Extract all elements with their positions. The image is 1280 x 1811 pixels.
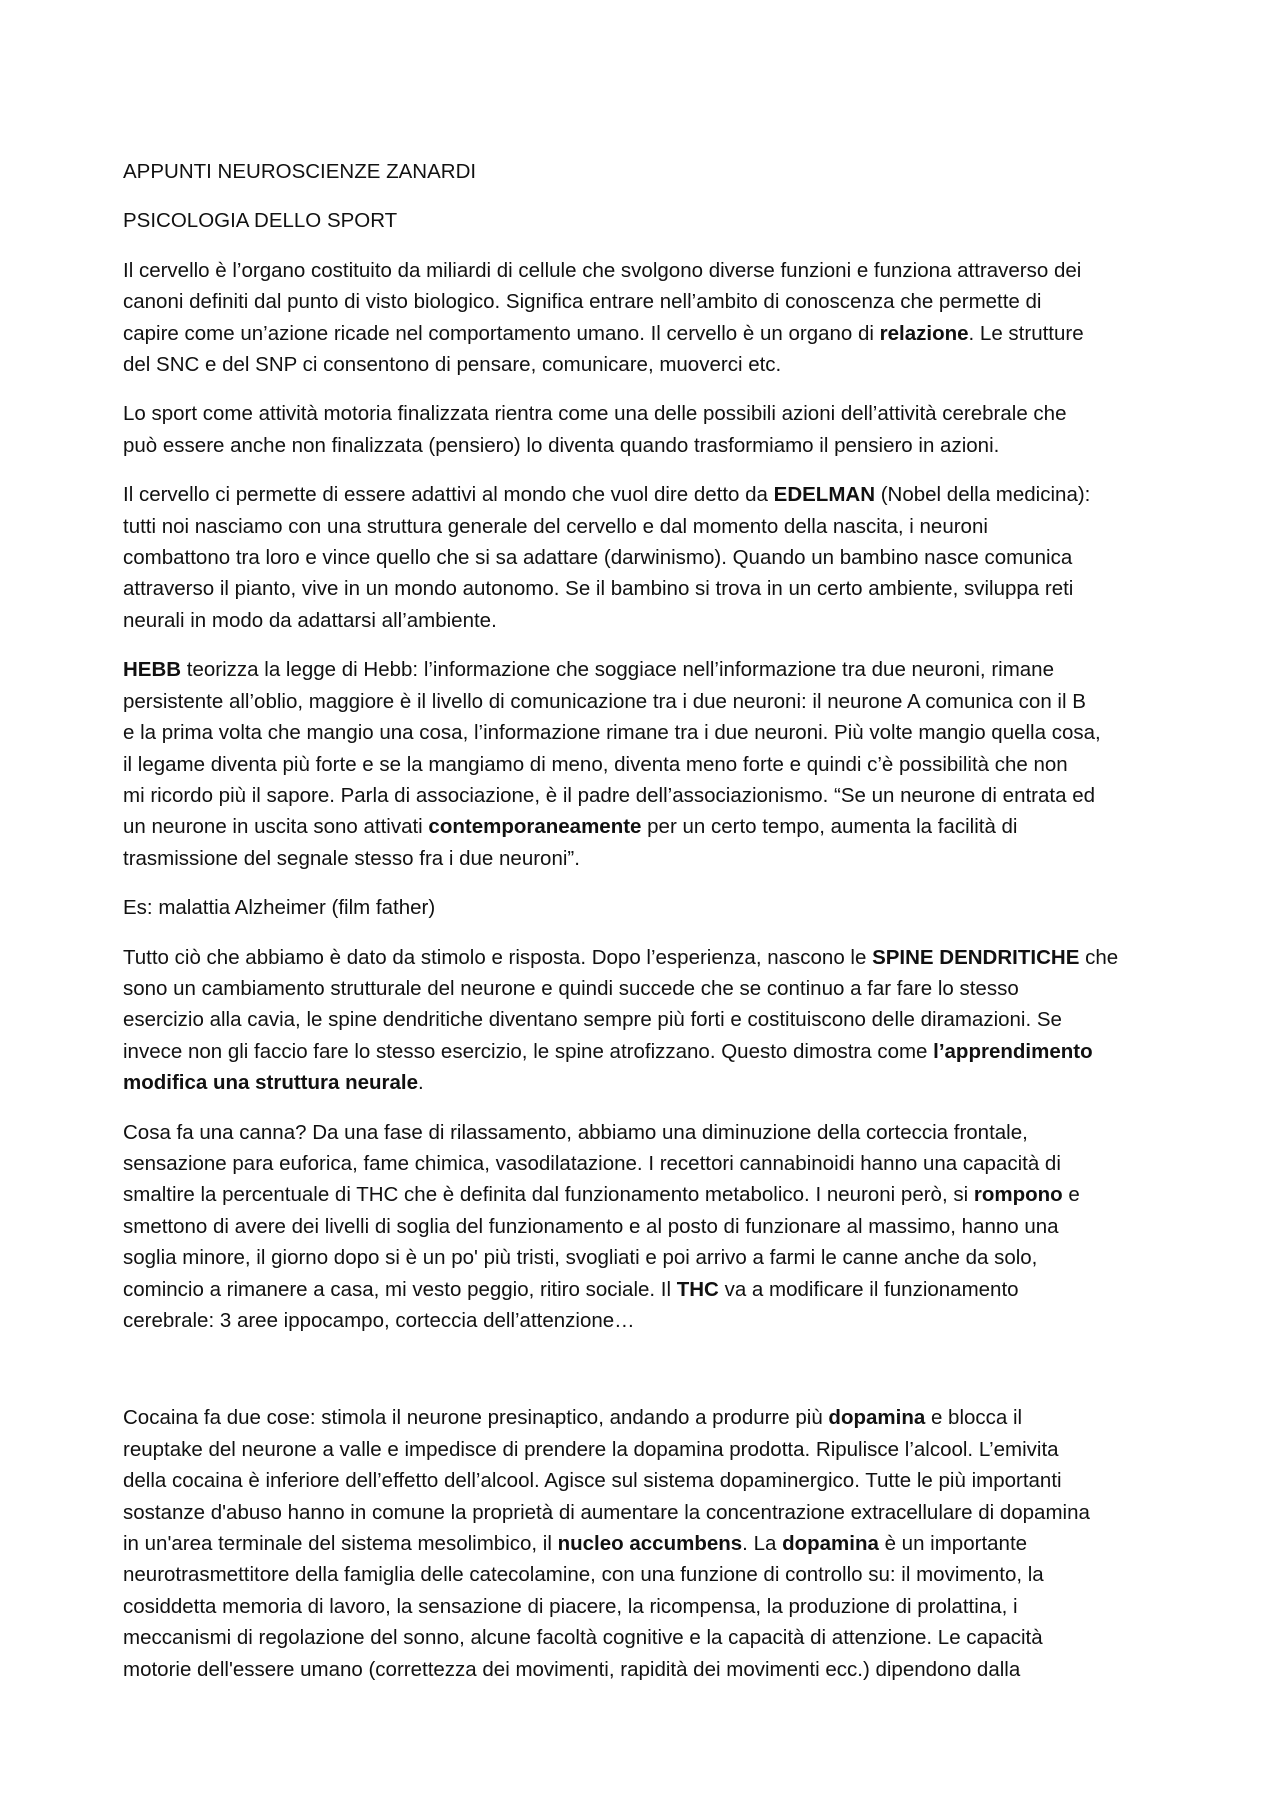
text-line [123, 1591, 1173, 1622]
text-line [123, 511, 1173, 542]
text-line [123, 1148, 1173, 1179]
text-segment: sostanze d'abuso hanno in comune la proprietà di aumentare la concentrazione extracellulare di dopamina [123, 1500, 1090, 1524]
text-line [123, 430, 1173, 461]
bold-text: THC [676, 1277, 719, 1301]
bold-text: HEBB [123, 658, 182, 682]
text-line [123, 542, 1173, 573]
text-segment: e blocca il [925, 1406, 1023, 1430]
text-segment: che [1079, 945, 1119, 969]
text-segment: Il cervello è l’organo costituito da miliardi di cellule che svolgono diverse funzioni e funziona attraverso dei [123, 258, 1082, 282]
text-line [123, 749, 1173, 780]
text-segment: (Nobel della medicina): [875, 483, 1091, 507]
text-line [123, 780, 1173, 811]
paragraph-p5 [123, 892, 1173, 923]
text-line [123, 1434, 1173, 1465]
text-line [123, 1242, 1173, 1273]
text-segment: teorizza la legge di Hebb: l’informazione che soggiace nell’informazione tra due neuroni, rimane [181, 658, 1054, 682]
text-segment: comincio a rimanere a casa, mi vesto peggio, ritiro sociale. Il [123, 1277, 677, 1301]
text-segment: . La [742, 1532, 783, 1556]
text-line [123, 1117, 1173, 1148]
text-segment: smaltire la percentuale di THC che è definita dal funzionamento metabolico. I neuroni però, si [123, 1183, 974, 1207]
text-line [123, 843, 1173, 874]
text-segment: motorie dell'essere umano (correttezza dei movimenti, rapidità dei movimenti ecc.) dipendono dalla [123, 1657, 1021, 1681]
text-segment: Tutto ciò che abbiamo è dato da stimolo e risposta. Dopo l’esperienza, nascono le [123, 945, 873, 969]
paragraph-p8 [123, 1402, 1173, 1685]
paragraph-p3 [123, 479, 1173, 636]
text-segment: sensazione para euforica, fame chimica, vasodilatazione. I recettori cannabinoidi hanno una capacità di [123, 1151, 1061, 1175]
text-line [123, 1497, 1173, 1528]
text-line [123, 717, 1173, 748]
text-segment: trasmissione del segnale stesso fra i due neuroni”. [123, 846, 580, 870]
bold-text: rompono [973, 1183, 1063, 1207]
bold-text: modifica una struttura neurale [123, 1071, 419, 1095]
text-segment: cerebrale: 3 aree ippocampo, corteccia dell’attenzione… [123, 1309, 635, 1332]
text-line [123, 1559, 1173, 1590]
text-segment: canoni definiti dal punto di visto biologico. Significa entrare nell’ambito di conoscenza che permette di [123, 290, 1042, 314]
text-line [123, 1465, 1173, 1496]
text-line [123, 1402, 1173, 1433]
bold-text: l’apprendimento [933, 1039, 1093, 1063]
text-line [123, 349, 1173, 380]
text-segment: meccanismi di regolazione del sonno, alcune facoltà cognitive e la capacità di attenzione. Le capacità [123, 1626, 1043, 1650]
paragraph-p1 [123, 255, 1173, 381]
text-segment: Il cervello ci permette di essere adattivi al mondo che vuol dire detto da [123, 483, 774, 507]
text-segment: smettono di avere dei livelli di soglia del funzionamento e al posto di funzionare al massimo, hanno una [123, 1214, 1059, 1238]
text-segment: un neurone in uscita sono attivati [123, 815, 429, 839]
text-segment: soglia minore, il giorno dopo si è un po' più tristi, svogliati e poi arrivo a farmi le canne anche da solo, [123, 1246, 1038, 1270]
document-page [123, 156, 1173, 1703]
text-segment: del SNC e del SNP ci consentono di pensare, comunicare, muoverci etc. [123, 353, 782, 377]
document-body [123, 255, 1173, 1685]
paragraph-p4 [123, 654, 1173, 874]
text-line [123, 479, 1173, 510]
text-line [123, 892, 1173, 923]
bold-text: EDELMAN [773, 483, 876, 507]
text-line [123, 973, 1173, 1004]
text-segment: invece non gli faccio fare lo stesso esercizio, le spine atrofizzano. Questo dimostra come [123, 1039, 934, 1063]
text-line [123, 286, 1173, 317]
text-segment: va a modificare il funzionamento [718, 1277, 1019, 1301]
text-segment: cosiddetta memoria di lavoro, la sensazione di piacere, la ricompensa, la produzione di prolattina, i [123, 1594, 1018, 1618]
text-line [123, 1211, 1173, 1242]
text-line [123, 1036, 1173, 1067]
text-segment: Lo sport come attività motoria finalizzata rientra come una delle possibili azioni dell’attività cerebrale che [123, 402, 1067, 426]
text-segment: . [418, 1071, 424, 1095]
text-line [123, 1179, 1173, 1210]
text-segment: della cocaina è inferiore dell’effetto dell’alcool. Agisce sul sistema dopaminergico. Tutte le più importanti [123, 1469, 1062, 1493]
paragraph-p7 [123, 1117, 1173, 1337]
text-segment: per un certo tempo, aumenta la facilità di [641, 815, 1018, 839]
text-segment: e la prima volta che mangio una cosa, l’informazione rimane tra i due neuroni. Più volte mangio quella cosa, [123, 721, 1101, 745]
text-segment: esercizio alla cavia, le spine dendritiche diventano sempre più forti e costituiscono delle diramazioni. Se [123, 1008, 1062, 1032]
text-line [123, 573, 1173, 604]
text-line [123, 1528, 1173, 1559]
text-segment: . Le strutture [968, 321, 1084, 345]
text-segment: persistente all’oblio, maggiore è il livello di comunicazione tra i due neuroni: il neurone A comunica con il B [123, 689, 1086, 713]
document-subtitle: PSICOLOGIA DELLO SPORT [123, 209, 398, 233]
text-line [123, 1622, 1173, 1653]
text-segment: neurali in modo da adattarsi all’ambiente. [123, 608, 497, 632]
text-segment: attraverso il pianto, vive in un mondo autonomo. Se il bambino si trova in un certo ambiente, sviluppa reti [123, 577, 1074, 601]
text-segment: neurotrasmettitore della famiglia delle catecolamine, con una funzione di controllo su: il movimento, la [123, 1563, 1044, 1587]
text-segment: è un importante [878, 1532, 1028, 1556]
text-segment: mi ricordo più il sapore. Parla di associazione, è il padre dell’associazionismo. “Se un neurone di entrata ed [123, 783, 1095, 807]
text-segment: sono un cambiamento strutturale del neurone e quindi succede che se continuo a far fare lo stesso [123, 976, 1019, 1000]
text-line [123, 605, 1173, 636]
text-segment: Cosa fa una canna? Da una fase di rilassamento, abbiamo una diminuzione della corteccia frontale, [123, 1120, 1028, 1144]
text-line [123, 1274, 1173, 1305]
text-segment: capire come un’azione ricade nel comportamento umano. Il cervello è un organo di [123, 321, 880, 345]
text-segment: reuptake del neurone a valle e impedisce di prendere la dopamina prodotta. Ripulisce l’alcool. L’emivita [123, 1437, 1059, 1461]
bold-text: dopamina [782, 1532, 879, 1556]
text-line [123, 1305, 1173, 1336]
text-segment: Es: malattia Alzheimer (film father) [123, 896, 436, 920]
text-segment: può essere anche non finalizzata (pensiero) lo diventa quando trasformiamo il pensiero in azioni. [123, 433, 1000, 457]
text-line [123, 1004, 1173, 1035]
text-line [123, 942, 1173, 973]
text-segment: e [1062, 1183, 1080, 1207]
paragraph-p2 [123, 398, 1173, 461]
text-line [123, 686, 1173, 717]
text-line [123, 811, 1173, 842]
bold-text: dopamina [828, 1406, 926, 1430]
document-title: APPUNTI NEUROSCIENZE ZANARDI [123, 160, 477, 183]
text-line [123, 318, 1173, 349]
text-segment: combattono tra loro e vince quello che si sa adattare (darwinismo). Quando un bambino nasce comunica [123, 546, 1073, 570]
text-line [123, 1654, 1173, 1685]
paragraph-p6 [123, 942, 1173, 1099]
text-segment: in un'area terminale del sistema mesolimbico, il [123, 1532, 558, 1556]
bold-text: nucleo accumbens [557, 1532, 743, 1556]
text-line [123, 398, 1173, 429]
bold-text: contemporaneamente [428, 815, 642, 839]
bold-text: relazione [879, 321, 969, 345]
text-segment: tutti noi nasciamo con una struttura generale del cervello e dal momento della nascita, i neuroni [123, 514, 988, 538]
bold-text: SPINE DENDRITICHE [872, 945, 1080, 969]
text-segment: Cocaina fa due cose: stimola il neurone presinaptico, andando a produrre più [123, 1406, 829, 1430]
text-line [123, 1067, 1173, 1098]
text-line [123, 255, 1173, 286]
text-line [123, 654, 1173, 685]
text-segment: il legame diventa più forte e se la mangiamo di meno, diventa meno forte e quindi c’è possibilità che non [123, 752, 1068, 776]
paragraph-gap [123, 1354, 1173, 1402]
